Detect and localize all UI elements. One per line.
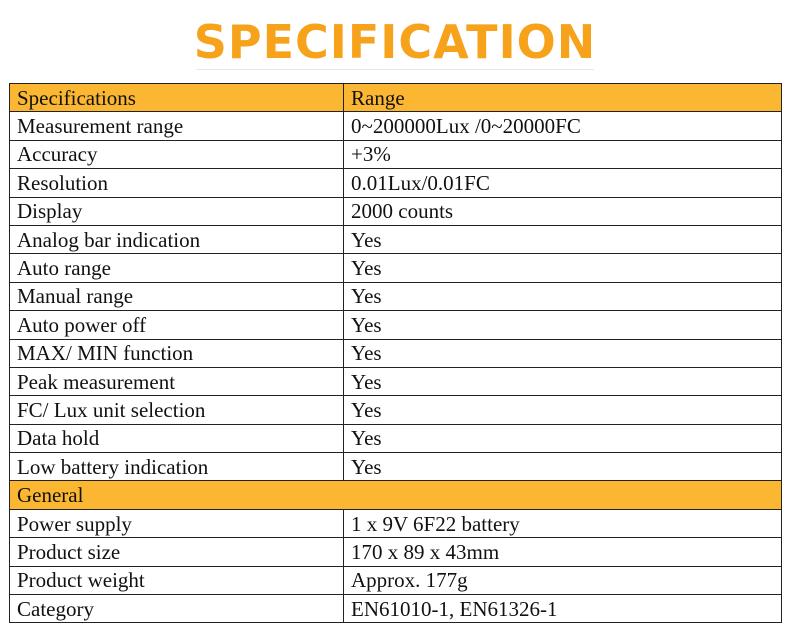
table-header-row [10, 84, 782, 112]
spec-name: Manual range [10, 282, 344, 310]
spec-value: +3% [344, 140, 782, 168]
spec-value: EN61010-1, EN61326-1 [344, 595, 782, 623]
spec-name: Auto power off [10, 311, 344, 339]
spec-value: Yes [344, 424, 782, 452]
table-row [10, 225, 782, 253]
spec-name: MAX/ MIN function [10, 339, 344, 367]
spec-name: Category [10, 595, 344, 623]
table-row [10, 339, 782, 367]
spec-value: Yes [344, 254, 782, 282]
spec-value: 0.01Lux/0.01FC [344, 169, 782, 197]
table-row [10, 254, 782, 282]
table-row [10, 169, 782, 197]
spec-value: Yes [344, 396, 782, 424]
table-row [10, 538, 782, 566]
spec-name: Measurement range [10, 112, 344, 140]
spec-name: Power supply [10, 509, 344, 537]
spec-name: Product weight [10, 566, 344, 594]
spec-name: Resolution [10, 169, 344, 197]
spec-value: Yes [344, 225, 782, 253]
table-row [10, 566, 782, 594]
spec-name: Peak measurement [10, 367, 344, 395]
spec-value: 0~200000Lux /0~20000FC [344, 112, 782, 140]
table-row [10, 367, 782, 395]
table-row [10, 140, 782, 168]
table-row [10, 112, 782, 140]
table-row [10, 197, 782, 225]
spec-name: Accuracy [10, 140, 344, 168]
spec-value: Yes [344, 282, 782, 310]
spec-value: Approx. 177g [344, 566, 782, 594]
page-title: SPECIFICATION [193, 15, 597, 69]
spec-value: Yes [344, 367, 782, 395]
table-row [10, 424, 782, 452]
spec-name: Product size [10, 538, 344, 566]
spec-value: 170 x 89 x 43mm [344, 538, 782, 566]
table-row [10, 453, 782, 481]
table-row [10, 595, 782, 623]
spec-name: Auto range [10, 254, 344, 282]
table-row [10, 509, 782, 537]
spec-name: Analog bar indication [10, 225, 344, 253]
table-row [10, 396, 782, 424]
spec-name: Data hold [10, 424, 344, 452]
spec-value: 1 x 9V 6F22 battery [344, 509, 782, 537]
spec-value: Yes [344, 311, 782, 339]
spec-name: Display [10, 197, 344, 225]
table-row [10, 311, 782, 339]
specification-table [9, 83, 782, 623]
spec-value: Yes [344, 453, 782, 481]
header-specifications: Specifications [10, 84, 344, 112]
general-label: General [10, 481, 782, 509]
spec-value: Yes [344, 339, 782, 367]
spec-value: 2000 counts [344, 197, 782, 225]
general-section-header [10, 481, 782, 509]
spec-name: FC/ Lux unit selection [10, 396, 344, 424]
spec-name: Low battery indication [10, 453, 344, 481]
header-range: Range [344, 84, 782, 112]
table-row [10, 282, 782, 310]
title-underline [196, 69, 594, 70]
